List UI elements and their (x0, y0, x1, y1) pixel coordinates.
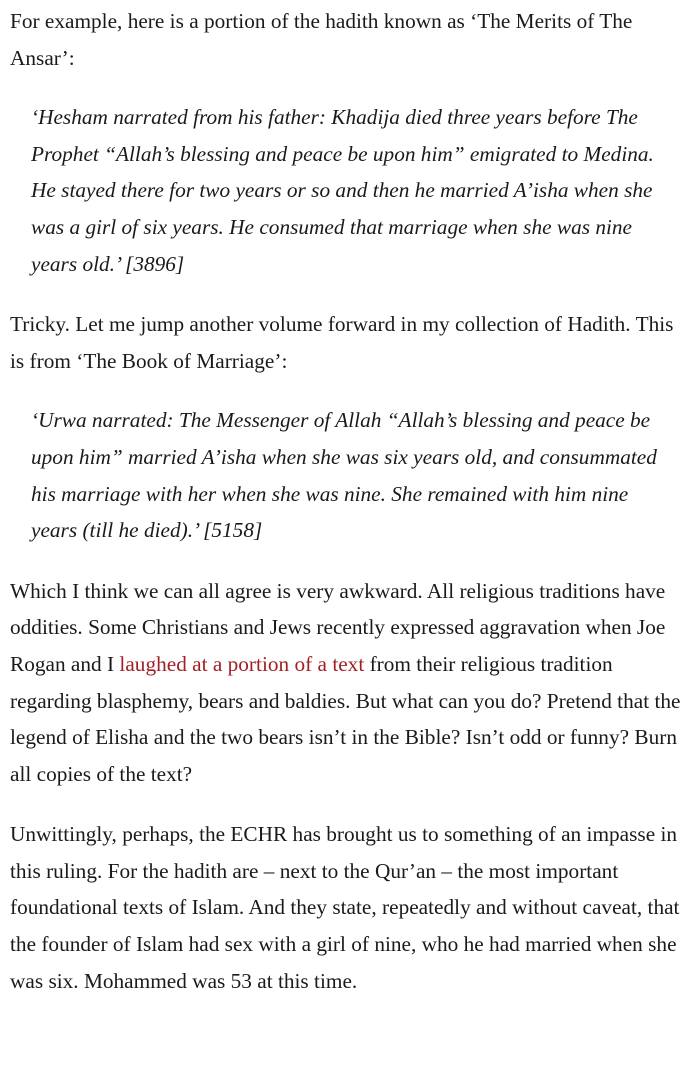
commentary-text-after-link: from their religious tradition regarding blasphemy, bears and baldies. But what can you do? Pretend that the legend of Elisha and the two bears isn’t in the Bible? Isn’t odd or funny? Burn all copies of the text? (10, 651, 681, 786)
commentary-text-before-link: Which I think we can all agree is very awkward. All religious traditions have oddities. Some Christians and Jews recently expressed aggravation when Joe Rogan and I (10, 578, 666, 676)
hadith-quote-3896: ‘Hesham narrated from his father: Khadija died three years before The Prophet “Allah’s blessing and peace be upon him” emigrated to Medina. He stayed there for two years or so and then he married A’isha when she was a girl of six years. He consumed that marriage when she was nine years old.’ [3896] (31, 105, 654, 276)
intro-paragraph: For example, here is a portion of the hadith known as ‘The Merits of The Ansar’: (10, 9, 633, 70)
transition-paragraph: Tricky. Let me jump another volume forward in my collection of Hadith. This is from ‘The Book of Marriage’: (10, 312, 674, 373)
commentary-paragraph (10, 573, 687, 793)
hadith-quote-5158: ‘Urwa narrated: The Messenger of Allah “Allah’s blessing and peace be upon him” married A’isha when she was six years old, and consummated his marriage with her when she was nine. She remained with him nine years (till he died).’ [5158] (31, 408, 657, 543)
rogan-link[interactable]: laughed at a portion of a text (119, 651, 365, 676)
conclusion-paragraph: Unwittingly, perhaps, the ECHR has brought us to something of an impasse in this ruling. For the hadith are – next to the Qur’an – the most important foundational texts of Islam. And they state, repeatedly and without caveat, that the founder of Islam had sex with a girl of nine, who he had married when she was six. Mohammed was 53 at this time. (10, 822, 680, 993)
